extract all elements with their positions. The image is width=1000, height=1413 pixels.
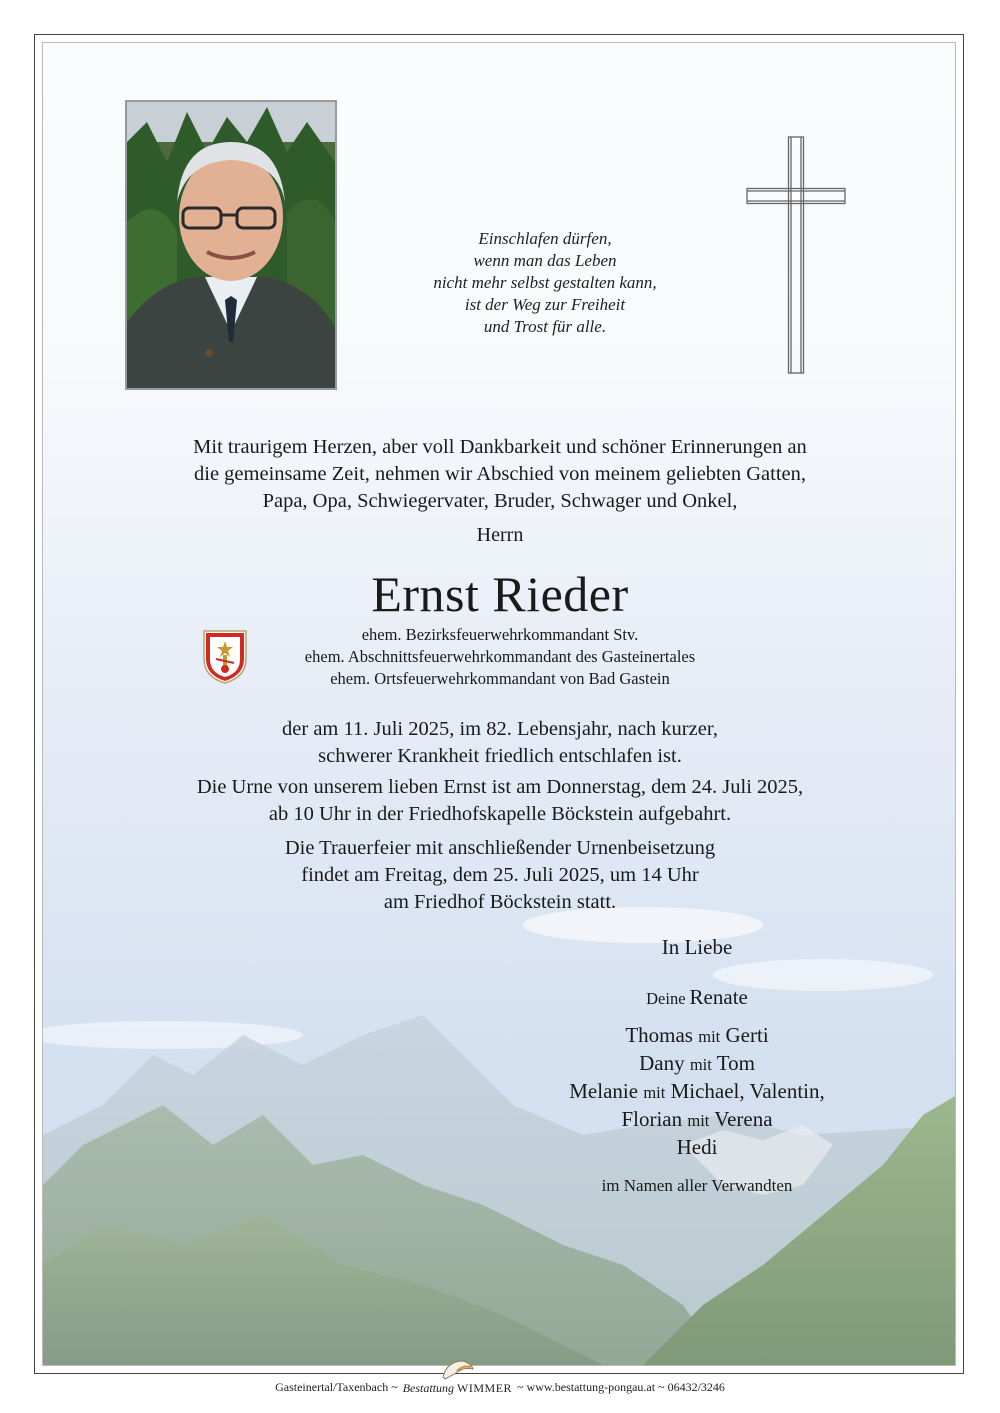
family-name: Florian [621,1107,683,1131]
quote-line: nicht mehr selbst gestalten kann, [433,273,657,292]
funeral-home-brand [403,1381,512,1396]
family-name: Gerti [725,1023,769,1047]
footer-separator: ~ [391,1380,398,1394]
footer-separator: ~ [517,1380,524,1394]
brand-script: Bestattung [402,1380,455,1395]
text-line: ab 10 Uhr in der Friedhofskapelle Böckstein aufgebahrt. [268,803,732,825]
salutation: Herrn [476,524,524,546]
family-name: Thomas [625,1023,693,1047]
in-love-label: In Liebe [661,935,733,959]
funeral-info [100,835,900,916]
family-name: Dany [639,1051,685,1075]
family-name: Verena [714,1107,773,1131]
quote-line: Einschlafen dürfen, [478,229,612,248]
deceased-name: Ernst Rieder [371,566,629,622]
family-line [540,1050,854,1078]
deine-label: Deine [646,989,686,1008]
footer-location: Gasteinertal/Taxenbach [275,1380,389,1394]
text-line: schwerer Krankheit friedlich entschlafen ist. [318,745,682,767]
text-line: Die Trauerfeier mit anschließender Urnenbeisetzung [284,837,716,859]
footer-phone: 06432/3246 [667,1380,725,1394]
quote-line: wenn man das Leben [473,251,617,270]
family-line [540,1134,854,1160]
family-name: Melanie [569,1079,639,1103]
relatives-label: im Namen aller Verwandten [601,1176,793,1195]
mit-label: mit [643,1083,666,1102]
family-list [540,1022,854,1160]
footer [0,1380,1000,1396]
family-name: Michael, Valentin, [670,1079,825,1103]
urn-viewing-info [100,774,900,828]
mit-label: mit [698,1027,721,1046]
family-line [540,1106,854,1134]
honorary-titles [250,624,750,690]
family-name: Hedi [676,1135,718,1159]
intro-line: die gemeinsame Zeit, nehmen wir Abschied von meinem geliebten Gatten, [194,463,806,485]
mit-label: mit [687,1111,710,1130]
portrait-photo [125,100,337,390]
portrait-image [127,102,335,388]
intro-line: Mit traurigem Herzen, aber voll Dankbarkeit und schöner Erinnerungen an [193,436,807,458]
quote-line: ist der Weg zur Freiheit [464,295,626,314]
text-line: am Friedhof Böckstein statt. [383,891,617,913]
footer-website[interactable]: www.bestattung-pongau.at [526,1380,656,1394]
brand-name: WIMMER [457,1380,513,1395]
death-announcement [100,716,900,770]
title-line: ehem. Abschnittsfeuerwehrkommandant des Gasteinertales [304,647,696,666]
spouse-name: Renate [689,985,748,1009]
text-line: findet am Freitag, dem 25. Juli 2025, um 14 Uhr [301,864,699,886]
family-name: Tom [716,1051,755,1075]
family-line [540,1022,854,1050]
text-line: Die Urne von unserem lieben Ernst ist am Donnerstag, dem 24. Juli 2025, [196,776,804,798]
family-line [540,1078,854,1106]
intro-text [100,434,900,515]
text-line: der am 11. Juli 2025, im 82. Lebensjahr, nach kurzer, [282,718,718,740]
footer-separator: ~ [658,1380,665,1394]
quote-block [385,228,705,338]
cross-icon [746,136,846,374]
calla-lily-logo-icon [437,1357,477,1381]
title-line: ehem. Ortsfeuerwehrkommandant von Bad Gastein [330,669,670,688]
fire-brigade-emblem-icon [202,629,248,685]
intro-line: Papa, Opa, Schwiegervater, Bruder, Schwager und Onkel, [262,490,738,512]
mit-label: mit [689,1055,712,1074]
quote-line: und Trost für alle. [483,317,607,336]
title-line: ehem. Bezirksfeuerwehrkommandant Stv. [361,625,639,644]
spouse-signature [540,985,854,1010]
